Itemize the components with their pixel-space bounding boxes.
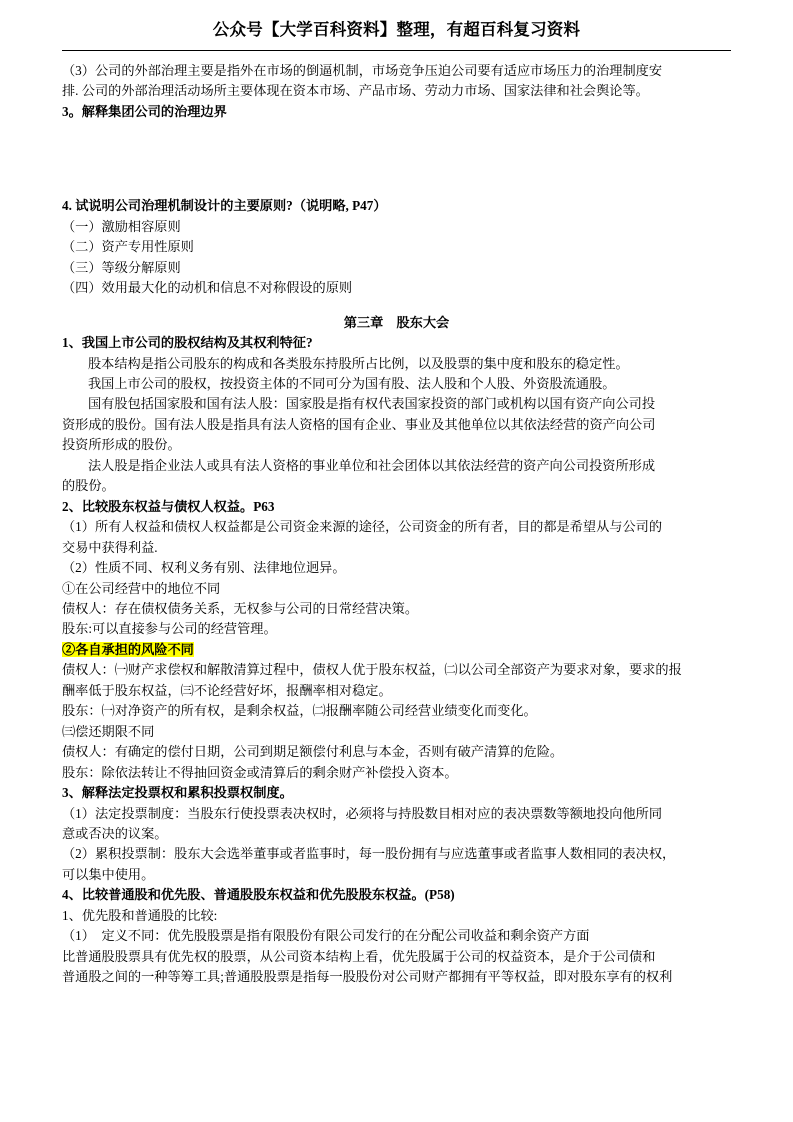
list-item: ①在公司经营中的地位不同 xyxy=(62,580,221,596)
paragraph-line: 债权人：有确定的偿付日期，公司到期足额偿付利息与本金，否则有破产清算的危险。 xyxy=(62,744,564,760)
principle-item: （三）等级分解原则 xyxy=(62,259,181,275)
paragraph-line: 股本结构是指公司股东的构成和各类股东持股所占比例，以及股票的集中度和股东的稳定性。 xyxy=(88,355,629,371)
principle-item: （一）激励相容原则 xyxy=(62,218,181,234)
question-2-heading: 2、比较股东权益与债权人权益。P63 xyxy=(62,498,275,514)
paragraph-line: 法人股是指企业法人或具有法人资格的事业单位和社会团体以其依法经营的资产向公司投资所形成 xyxy=(88,457,656,473)
question-3-heading: 3、解释法定投票权和累积投票权制度。 xyxy=(62,785,293,801)
paragraph-line: （1）所有人权益和债权人权益都是公司资金来源的途径，公司资金的所有者，目的都是希望从与公司的 xyxy=(62,519,663,535)
paragraph-line: 的股份。 xyxy=(62,478,115,494)
paragraph-line: （3）公司的外部治理主要是指外在市场的倒逼机制，市场竞争压迫公司要有适应市场压力的治理制度安 xyxy=(62,63,663,78)
paragraph-line: 可以集中使用。 xyxy=(62,866,155,882)
paragraph-line: （1） 定义不同：优先股股票是指有限股份有限公司发行的在分配公司收益和剩余资产方面 xyxy=(62,928,590,944)
paragraph-line: 资形成的股份。国有法人股是指具有法人资格的国有企业、事业及其他单位以其依法经营的资产向公司 xyxy=(62,416,656,432)
heading-4: 4. 试说明公司治理机制设计的主要原则?（说明略, P47） xyxy=(62,198,387,214)
paragraph-line: 债权人：存在债权债务关系，无权参与公司的日常经营决策。 xyxy=(62,600,419,616)
paragraph-line: 股东:可以直接参与公司的经营管理。 xyxy=(62,621,277,637)
list-item: ㈢偿还期限不同 xyxy=(62,723,155,739)
paragraph-line: 酬率低于股东权益，㈢不论经营好坏，报酬率相对稳定。 xyxy=(62,682,392,698)
paragraph-line: 股东：除依法转让不得抽回资金或清算后的剩余财产补偿投入资本。 xyxy=(62,764,458,780)
question-1-heading: 1、我国上市公司的股权结构及其权利特征? xyxy=(62,335,313,351)
document-body xyxy=(0,51,793,988)
chapter-title: 第三章 股东大会 xyxy=(343,314,450,330)
principle-item: （四）效用最大化的动机和信息不对称假设的原则 xyxy=(62,280,353,296)
paragraph-line: （2）累积投票制：股东大会选举董事或者监事时，每一股份拥有与应选董事或者监事人数相同的表决权， xyxy=(62,846,676,862)
watermark-header: 公众号【大学百科资料】整理，有超百科复习资料 xyxy=(212,20,581,39)
paragraph-line: 普通股之间的一种等筹工具;普通股股票是指每一股股份对公司财产都拥有平等权益，即对股东享有的权利 xyxy=(62,969,673,985)
paragraph-line: 意或否决的议案。 xyxy=(62,825,168,841)
paragraph-line: 1、优先股和普通股的比较: xyxy=(62,907,218,923)
paragraph-line: 股东：㈠对净资产的所有权，是剩余权益，㈡报酬率随公司经营业绩变化而变化。 xyxy=(62,703,537,719)
blank-answer-space xyxy=(62,122,731,196)
heading-3: 3。解释集团公司的治理边界 xyxy=(62,103,227,119)
paragraph-line: 我国上市公司的股权，按投资主体的不同可分为国有股、法人股和个人股、外资股流通股。 xyxy=(88,375,616,391)
paragraph-line: 交易中获得利益. xyxy=(62,539,158,555)
paragraph-line: 债权人：㈠财产求偿权和解散清算过程中，债权人优于股东权益，㈡以公司全部资产为要求对象，要求的报 xyxy=(62,662,682,678)
highlighted-list-item xyxy=(62,640,731,660)
question-4-heading: 4、比较普通股和优先股、普通股股东权益和优先股股东权益。(P58) xyxy=(62,887,455,903)
paragraph-line: 比普通股股票具有优先权的股票，从公司资本结构上看，优先股属于公司的权益资本，是介于公司债和 xyxy=(62,948,656,964)
highlight-text: ②各自承担的风险不同 xyxy=(62,641,194,657)
paragraph-line: 国有股包括国家股和国有法人股：国家股是指有权代表国家投资的部门或机构以国有资产向公司投 xyxy=(88,396,656,412)
paragraph-line: 投资所形成的股份。 xyxy=(62,437,181,453)
paragraph-line: 排. 公司的外部治理活动场所主要体现在资本市场、产品市场、劳动力市场、国家法律和社会舆论等。 xyxy=(62,83,649,99)
paragraph-line: （1）法定投票制度：当股东行使投票表决权时，必须将与持股数目相对应的表决票数等额地投向他所同 xyxy=(62,805,663,821)
paragraph-line: （2）性质不同、权利义务有别、法律地位迥异。 xyxy=(62,560,346,576)
principle-item: （二）资产专用性原则 xyxy=(62,239,194,255)
section-gap xyxy=(62,299,731,313)
